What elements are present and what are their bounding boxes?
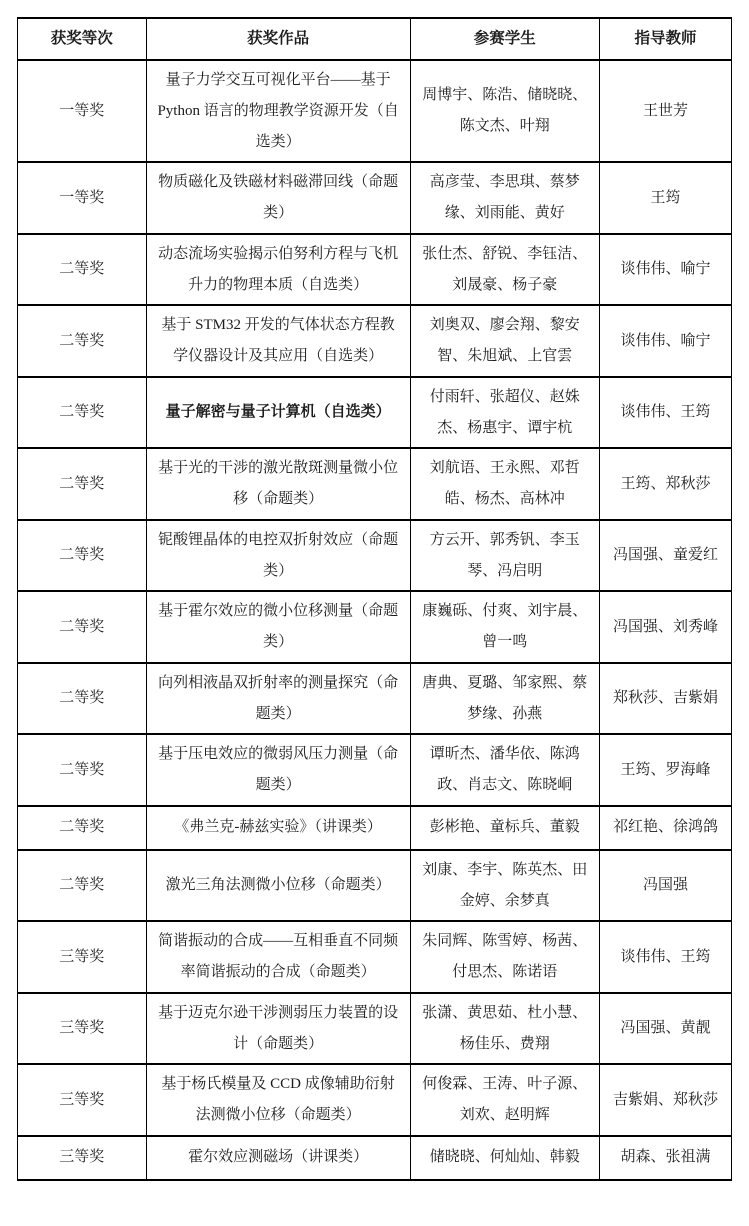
table-row	[18, 377, 732, 449]
table-row	[18, 234, 732, 306]
table-row	[18, 60, 732, 162]
table-header	[18, 18, 732, 60]
students-cell: 刘康、李宇、陈英杰、田金婷、余梦真	[410, 850, 599, 922]
table-row	[18, 591, 732, 663]
students-cell: 刘航语、王永熙、邓哲皓、杨杰、高林冲	[410, 448, 599, 520]
table-row	[18, 663, 732, 735]
work-cell: 简谐振动的合成——互相垂直不同频率简谐振动的合成（命题类）	[146, 921, 410, 993]
work-cell: 基于压电效应的微弱风压力测量（命题类）	[146, 734, 410, 806]
table-row	[18, 448, 732, 520]
students-cell: 何俊霖、王涛、叶子源、刘欢、赵明辉	[410, 1064, 599, 1136]
award-cell: 二等奖	[18, 234, 147, 306]
teachers-cell: 谈伟伟、喻宁	[599, 234, 731, 306]
work-cell: 基于霍尔效应的微小位移测量（命题类）	[146, 591, 410, 663]
award-cell: 三等奖	[18, 1064, 147, 1136]
work-cell: 激光三角法测微小位移（命题类）	[146, 850, 410, 922]
teachers-cell: 谈伟伟、王筠	[599, 921, 731, 993]
teachers-cell: 王筠	[599, 162, 731, 234]
work-cell: 基于光的干涉的激光散斑测量微小位移（命题类）	[146, 448, 410, 520]
work-cell: 动态流场实验揭示伯努利方程与飞机升力的物理本质（自选类）	[146, 234, 410, 306]
teachers-cell: 谈伟伟、王筠	[599, 377, 731, 449]
award-cell: 二等奖	[18, 850, 147, 922]
teachers-cell: 冯国强、黄靓	[599, 993, 731, 1065]
students-cell: 张仕杰、舒锐、李钰洁、刘晟豪、杨子豪	[410, 234, 599, 306]
teachers-cell: 冯国强、童爱红	[599, 520, 731, 592]
students-cell: 朱同辉、陈雪婷、杨茜、付思杰、陈诺语	[410, 921, 599, 993]
teachers-cell: 谈伟伟、喻宁	[599, 305, 731, 377]
teachers-cell: 王世芳	[599, 60, 731, 162]
work-cell: 霍尔效应测磁场（讲课类）	[146, 1136, 410, 1180]
teachers-cell: 胡森、张祖满	[599, 1136, 731, 1180]
teachers-cell: 郑秋莎、吉紫娟	[599, 663, 731, 735]
work-cell: 《弗兰克-赫兹实验》（讲课类）	[146, 806, 410, 850]
awards-table	[17, 17, 732, 1181]
table-row	[18, 993, 732, 1065]
work-cell: 量子解密与量子计算机（自选类）	[146, 377, 410, 449]
teachers-cell: 冯国强	[599, 850, 731, 922]
students-cell: 储晓晓、何灿灿、韩毅	[410, 1136, 599, 1180]
students-cell: 付雨轩、张超仪、赵姝杰、杨惠宇、谭宇杭	[410, 377, 599, 449]
work-cell: 物质磁化及铁磁材料磁滞回线（命题类）	[146, 162, 410, 234]
table-row	[18, 1064, 732, 1136]
teachers-cell: 王筠、罗海峰	[599, 734, 731, 806]
column-header-students: 参赛学生	[410, 18, 599, 60]
students-cell: 方云开、郭秀钒、李玉琴、冯启明	[410, 520, 599, 592]
column-header-award: 获奖等次	[18, 18, 147, 60]
students-cell: 张潇、黄思茹、杜小慧、杨佳乐、费翔	[410, 993, 599, 1065]
teachers-cell: 王筠、郑秋莎	[599, 448, 731, 520]
work-cell: 量子力学交互可视化平台——基于 Python 语言的物理教学资源开发（自选类）	[146, 60, 410, 162]
students-cell: 谭昕杰、潘华依、陈鸿政、肖志文、陈晓峒	[410, 734, 599, 806]
students-cell: 彭彬艳、童标兵、董毅	[410, 806, 599, 850]
table-row	[18, 305, 732, 377]
table-row	[18, 850, 732, 922]
table-row	[18, 520, 732, 592]
award-cell: 二等奖	[18, 377, 147, 449]
work-cell: 基于 STM32 开发的气体状态方程教学仪器设计及其应用（自选类）	[146, 305, 410, 377]
table-row	[18, 162, 732, 234]
header-row	[18, 18, 732, 60]
students-cell: 唐典、夏璐、邹家熙、蔡梦缘、孙燕	[410, 663, 599, 735]
teachers-cell: 吉紫娟、郑秋莎	[599, 1064, 731, 1136]
work-cell: 基于杨氏模量及 CCD 成像辅助衍射法测微小位移（命题类）	[146, 1064, 410, 1136]
award-cell: 二等奖	[18, 520, 147, 592]
award-cell: 二等奖	[18, 305, 147, 377]
award-cell: 三等奖	[18, 1136, 147, 1180]
table-row	[18, 921, 732, 993]
students-cell: 周博宇、陈浩、储晓晓、陈文杰、叶翔	[410, 60, 599, 162]
award-cell: 二等奖	[18, 663, 147, 735]
students-cell: 高彦莹、李思琪、蔡梦缘、刘雨能、黄好	[410, 162, 599, 234]
award-cell: 三等奖	[18, 993, 147, 1065]
award-cell: 三等奖	[18, 921, 147, 993]
column-header-teachers: 指导教师	[599, 18, 731, 60]
award-cell: 一等奖	[18, 60, 147, 162]
teachers-cell: 冯国强、刘秀峰	[599, 591, 731, 663]
award-cell: 二等奖	[18, 448, 147, 520]
award-cell: 二等奖	[18, 591, 147, 663]
teachers-cell: 祁红艳、徐鸿鸽	[599, 806, 731, 850]
table-body	[18, 60, 732, 1180]
award-cell: 二等奖	[18, 806, 147, 850]
students-cell: 康巍砾、付爽、刘宇晨、曾一鸣	[410, 591, 599, 663]
award-cell: 一等奖	[18, 162, 147, 234]
award-cell: 二等奖	[18, 734, 147, 806]
work-cell: 基于迈克尔逊干涉测弱压力装置的设计（命题类）	[146, 993, 410, 1065]
table-row	[18, 1136, 732, 1180]
table-row	[18, 806, 732, 850]
work-cell: 铌酸锂晶体的电控双折射效应（命题类）	[146, 520, 410, 592]
work-cell: 向列相液晶双折射率的测量探究（命题类）	[146, 663, 410, 735]
students-cell: 刘奥双、廖会翔、黎安智、朱旭斌、上官雲	[410, 305, 599, 377]
table-row	[18, 734, 732, 806]
column-header-work: 获奖作品	[146, 18, 410, 60]
